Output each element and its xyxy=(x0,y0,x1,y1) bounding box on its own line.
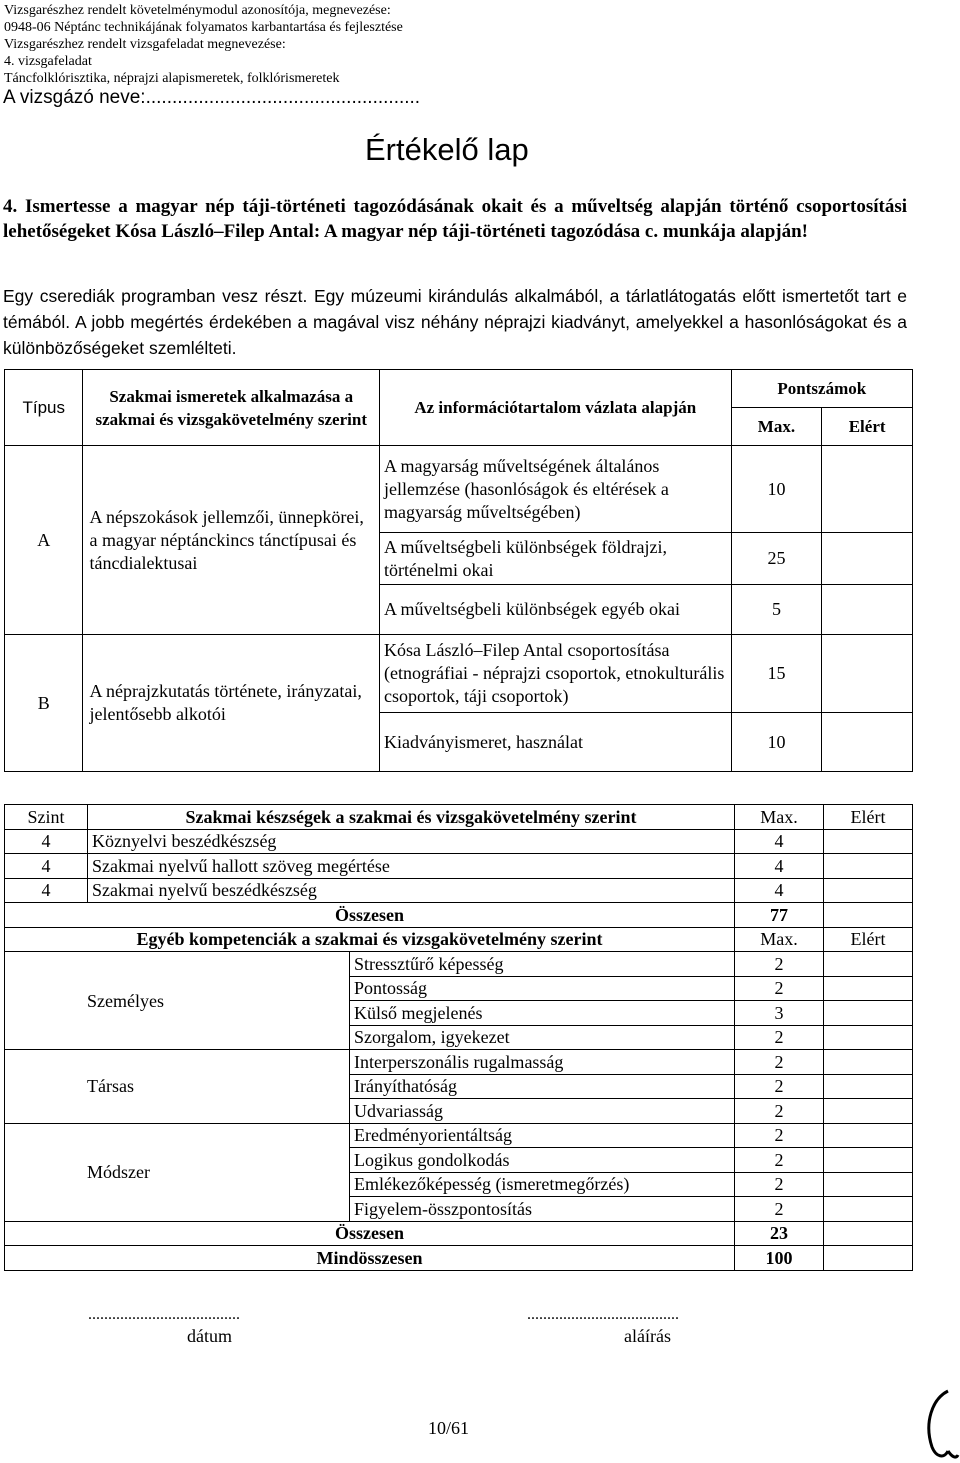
date-line[interactable]: ...................................... xyxy=(88,1306,240,1323)
grand-total-achieved-field[interactable] xyxy=(824,1246,913,1271)
group-personal: Személyes xyxy=(5,952,350,1050)
competence-name: Figyelem-összpontosítás xyxy=(350,1197,735,1222)
skill-level: 4 xyxy=(5,854,88,879)
type-a-cell: A xyxy=(5,446,83,635)
col-knowledge-header: Szakmai ismeretek alkalmazása a szakmai és vizsgakövetelmény szerint xyxy=(83,370,380,446)
header-task-label: Vizsgarészhez rendelt vizsgafeladat megnevezése: xyxy=(4,37,286,52)
competence-name: Stressztűrő képesség xyxy=(350,952,735,977)
subtotal-value: 77 xyxy=(735,903,824,928)
skill-name: Szakmai nyelvű beszédkészség xyxy=(88,878,735,903)
info-item: Kósa László–Filep Antal csoportosítása (etnográfiai - néprajzi csoportok, etnokulturális csoportok, táji csoportok) xyxy=(380,635,732,713)
grand-total-label: Mindösszesen xyxy=(5,1246,735,1271)
skills-evaluation-table xyxy=(4,804,913,1271)
total-achieved-field[interactable] xyxy=(824,1221,913,1246)
max-value: 15 xyxy=(731,635,822,713)
achieved-field[interactable] xyxy=(824,1001,913,1026)
max-value: 4 xyxy=(735,829,824,854)
max-value: 2 xyxy=(735,1050,824,1075)
info-item: Kiadványismeret, használat xyxy=(380,713,732,772)
achieved-field[interactable] xyxy=(824,1050,913,1075)
examinee-name-field[interactable]: A vizsgázó neve:.................................................... xyxy=(3,87,421,108)
competence-name: Pontosság xyxy=(350,976,735,1001)
max-header: Max. xyxy=(735,805,824,830)
achieved-field[interactable] xyxy=(824,1172,913,1197)
max-value: 4 xyxy=(735,854,824,879)
max-value: 4 xyxy=(735,878,824,903)
competence-name: Irányíthatóság xyxy=(350,1074,735,1099)
competence-name: Eredményorientáltság xyxy=(350,1123,735,1148)
max-value: 3 xyxy=(735,1001,824,1026)
achieved-header: Elért xyxy=(824,927,913,952)
col-info-header: Az információtartalom vázlata alapján xyxy=(380,370,732,446)
competence-name: Interperszonális rugalmasság xyxy=(350,1050,735,1075)
grand-total-value: 100 xyxy=(735,1246,824,1271)
level-header: Szint xyxy=(5,805,88,830)
achieved-field[interactable] xyxy=(824,1197,913,1222)
achieved-field[interactable] xyxy=(822,585,913,635)
total-value: 23 xyxy=(735,1221,824,1246)
max-value: 2 xyxy=(735,976,824,1001)
max-header: Max. xyxy=(731,408,822,446)
max-value: 5 xyxy=(731,585,822,635)
subtotal-achieved-field[interactable] xyxy=(824,903,913,928)
achieved-header: Elért xyxy=(824,805,913,830)
total-label: Összesen xyxy=(5,1221,735,1246)
achieved-field[interactable] xyxy=(824,854,913,879)
max-value: 2 xyxy=(735,1074,824,1099)
achieved-field[interactable] xyxy=(824,952,913,977)
max-value: 2 xyxy=(735,1148,824,1173)
signature-label: aláírás xyxy=(624,1326,671,1346)
header-module-label: Vizsgarészhez rendelt követelménymodul azonosítója, megnevezése: xyxy=(4,3,391,18)
col-type-header: Típus xyxy=(5,370,83,446)
content-evaluation-table xyxy=(4,369,913,772)
achieved-field[interactable] xyxy=(822,713,913,772)
max-value: 10 xyxy=(731,446,822,533)
info-item: A műveltségbeli különbségek egyéb okai xyxy=(380,585,732,635)
page-number: 10/61 xyxy=(428,1418,470,1438)
signature-line[interactable]: ...................................... xyxy=(527,1306,679,1323)
date-label: dátum xyxy=(187,1326,232,1346)
achieved-field[interactable] xyxy=(824,829,913,854)
page-title: Értékelő lap xyxy=(365,132,529,167)
handwritten-signature-mark xyxy=(918,1385,960,1463)
max-value: 2 xyxy=(735,1099,824,1124)
group-method: Módszer xyxy=(5,1123,350,1221)
scenario-description: Egy cserediák programban vesz részt. Egy múzeumi kirándulás alkalmából, a tárlatlátogatás előtt ismertetőt tart e témából. A jobb megértés érdekében a magával visz néhány néprajzi kiadványt, amelyekkel a hasonlóságokat és a különbözőségeket szemlélteti. xyxy=(3,286,907,358)
achieved-field[interactable] xyxy=(824,1148,913,1173)
achieved-field[interactable] xyxy=(824,878,913,903)
header-module-name: 0948-06 Néptánc technikájának folyamatos karbantartása és fejlesztése xyxy=(4,20,403,35)
achieved-field[interactable] xyxy=(824,1025,913,1050)
achieved-field[interactable] xyxy=(822,533,913,585)
knowledge-b-cell: A néprajzkutatás története, irányzatai, jelentősebb alkotói xyxy=(83,635,380,772)
max-value: 2 xyxy=(735,1172,824,1197)
achieved-field[interactable] xyxy=(824,1123,913,1148)
achieved-field[interactable] xyxy=(824,1074,913,1099)
achieved-field[interactable] xyxy=(822,635,913,713)
header-task-number: 4. vizsgafeladat xyxy=(4,54,92,69)
max-value: 2 xyxy=(735,952,824,977)
points-header: Pontszámok xyxy=(731,370,912,408)
group-social: Társas xyxy=(5,1050,350,1124)
competence-name: Szorgalom, igyekezet xyxy=(350,1025,735,1050)
max-value: 2 xyxy=(735,1123,824,1148)
max-value: 10 xyxy=(731,713,822,772)
skill-level: 4 xyxy=(5,829,88,854)
max-value: 2 xyxy=(735,1025,824,1050)
skill-name: Köznyelvi beszédkészség xyxy=(88,829,735,854)
info-item: A magyarság műveltségének általános jellemzése (hasonlóságok és eltérések a magyarság műveltségében) xyxy=(380,446,732,533)
skill-level: 4 xyxy=(5,878,88,903)
skill-name: Szakmai nyelvű hallott szöveg megértése xyxy=(88,854,735,879)
header-task-name: Táncfolklórisztika, néprajzi alapismeretek, folklórismeretek xyxy=(4,71,340,86)
max-value: 2 xyxy=(735,1197,824,1222)
achieved-field[interactable] xyxy=(824,976,913,1001)
max-value: 25 xyxy=(731,533,822,585)
other-competences-header: Egyéb kompetenciák a szakmai és vizsgakövetelmény szerint xyxy=(5,927,735,952)
achieved-header: Elért xyxy=(822,408,913,446)
competence-name: Külső megjelenés xyxy=(350,1001,735,1026)
competence-name: Udvariasság xyxy=(350,1099,735,1124)
skills-header: Szakmai készségek a szakmai és vizsgakövetelmény szerint xyxy=(88,805,735,830)
type-b-cell: B xyxy=(5,635,83,772)
achieved-field[interactable] xyxy=(824,1099,913,1124)
achieved-field[interactable] xyxy=(822,446,913,533)
knowledge-a-cell: A népszokások jellemzői, ünnepkörei, a magyar néptánckincs tánctípusai és táncdialektusai xyxy=(83,446,380,635)
subtotal-label: Összesen xyxy=(5,903,735,928)
max-header: Max. xyxy=(735,927,824,952)
task-description: 4. Ismertesse a magyar nép táji-történeti tagozódásának okait és a műveltség alapján történő csoportosítási lehetőségeket Kósa László–Filep Antal: A magyar nép táji-történeti tagozódása c. munkája alapján! xyxy=(3,196,907,242)
competence-name: Emlékezőképesség (ismeretmegőrzés) xyxy=(350,1172,735,1197)
info-item: A műveltségbeli különbségek földrajzi, történelmi okai xyxy=(380,533,732,585)
competence-name: Logikus gondolkodás xyxy=(350,1148,735,1173)
